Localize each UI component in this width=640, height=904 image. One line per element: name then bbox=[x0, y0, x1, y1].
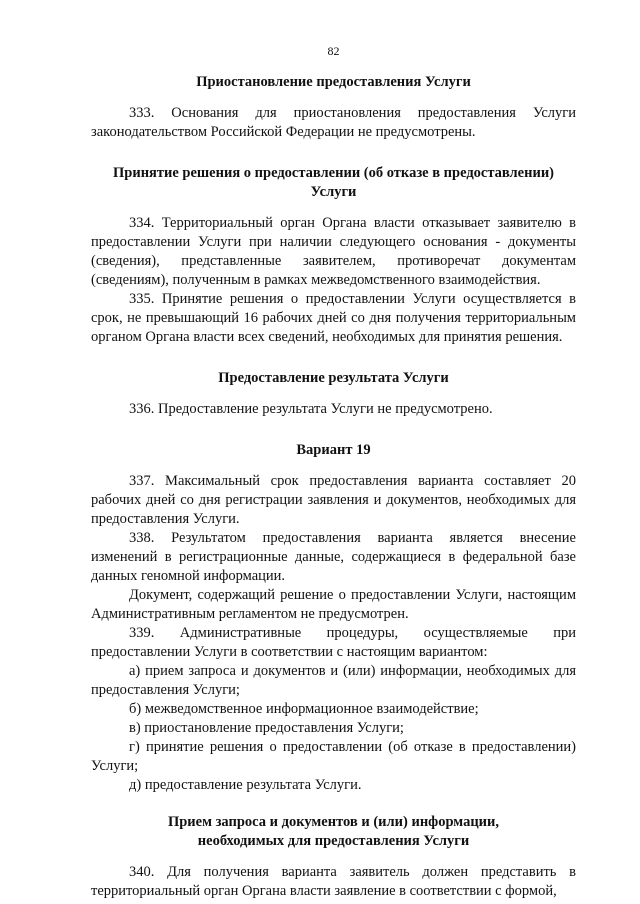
paragraph: 334. Территориальный орган Органа власти отказывает заявителю в предоставлении Услуги при наличии следующего основания - документы (сведения), представленные заявителем, противоречат документам (сведениям), полученным в рамках межведомственного взаимодействия. bbox=[91, 215, 576, 288]
paragraph: 337. Максимальный срок предоставления варианта составляет 20 рабочих дней со дня регистрации заявления и документов, необходимых для предоставления Услуги. bbox=[91, 473, 576, 527]
list-item: а) прием запроса и документов и (или) информации, необходимых для предоставления Услуги; bbox=[91, 663, 576, 698]
section-suspension bbox=[91, 73, 576, 142]
paragraph: 336. Предоставление результата Услуги не предусмотрено. bbox=[129, 401, 493, 417]
paragraph: Документ, содержащий решение о предоставлении Услуги, настоящим Административным регламентом не предусмотрен. bbox=[91, 587, 576, 622]
list-item: д) предоставление результата Услуги. bbox=[129, 777, 362, 793]
section-heading: Приостановление предоставления Услуги bbox=[196, 74, 471, 90]
section-heading: Принятие решения о предоставлении (об отказе в предоставлении) Услуги bbox=[113, 165, 554, 200]
list-item: г) принятие решения о предоставлении (об отказе в предоставлении) Услуги; bbox=[91, 739, 576, 774]
section-heading: Вариант 19 bbox=[296, 442, 371, 458]
page-number: 82 bbox=[327, 44, 340, 58]
paragraph: 338. Результатом предоставления варианта является внесение изменений в регистрационные данные, содержащиеся в федеральной базе данных геномной информации. bbox=[91, 530, 576, 584]
paragraph: 335. Принятие решения о предоставлении Услуги осуществляется в срок, не превышающий 16 рабочих дней со дня получения территориальным органом Органа власти всех сведений, необходимых для принятия решения. bbox=[91, 291, 576, 345]
section-request-intake bbox=[91, 813, 576, 901]
list-item: б) межведомственное информационное взаимодействие; bbox=[129, 701, 479, 717]
paragraph: 340. Для получения варианта заявитель должен представить в территориальный орган Органа власти заявление в соответствии с формой, bbox=[91, 864, 576, 899]
paragraph: 333. Основания для приостановления предоставления Услуги законодательством Российской Федерации не предусмотрены. bbox=[91, 105, 576, 140]
list-item: в) приостановление предоставления Услуги; bbox=[129, 720, 404, 736]
section-result bbox=[91, 369, 576, 419]
section-decision bbox=[91, 164, 576, 347]
paragraph: 339. Административные процедуры, осуществляемые при предоставлении Услуги в соответствии с настоящим вариантом: bbox=[91, 625, 576, 660]
section-variant-19 bbox=[91, 441, 576, 795]
section-heading: Предоставление результата Услуги bbox=[218, 370, 449, 386]
section-heading: Прием запроса и документов и (или) информации, необходимых для предоставления Услуги bbox=[167, 814, 500, 849]
